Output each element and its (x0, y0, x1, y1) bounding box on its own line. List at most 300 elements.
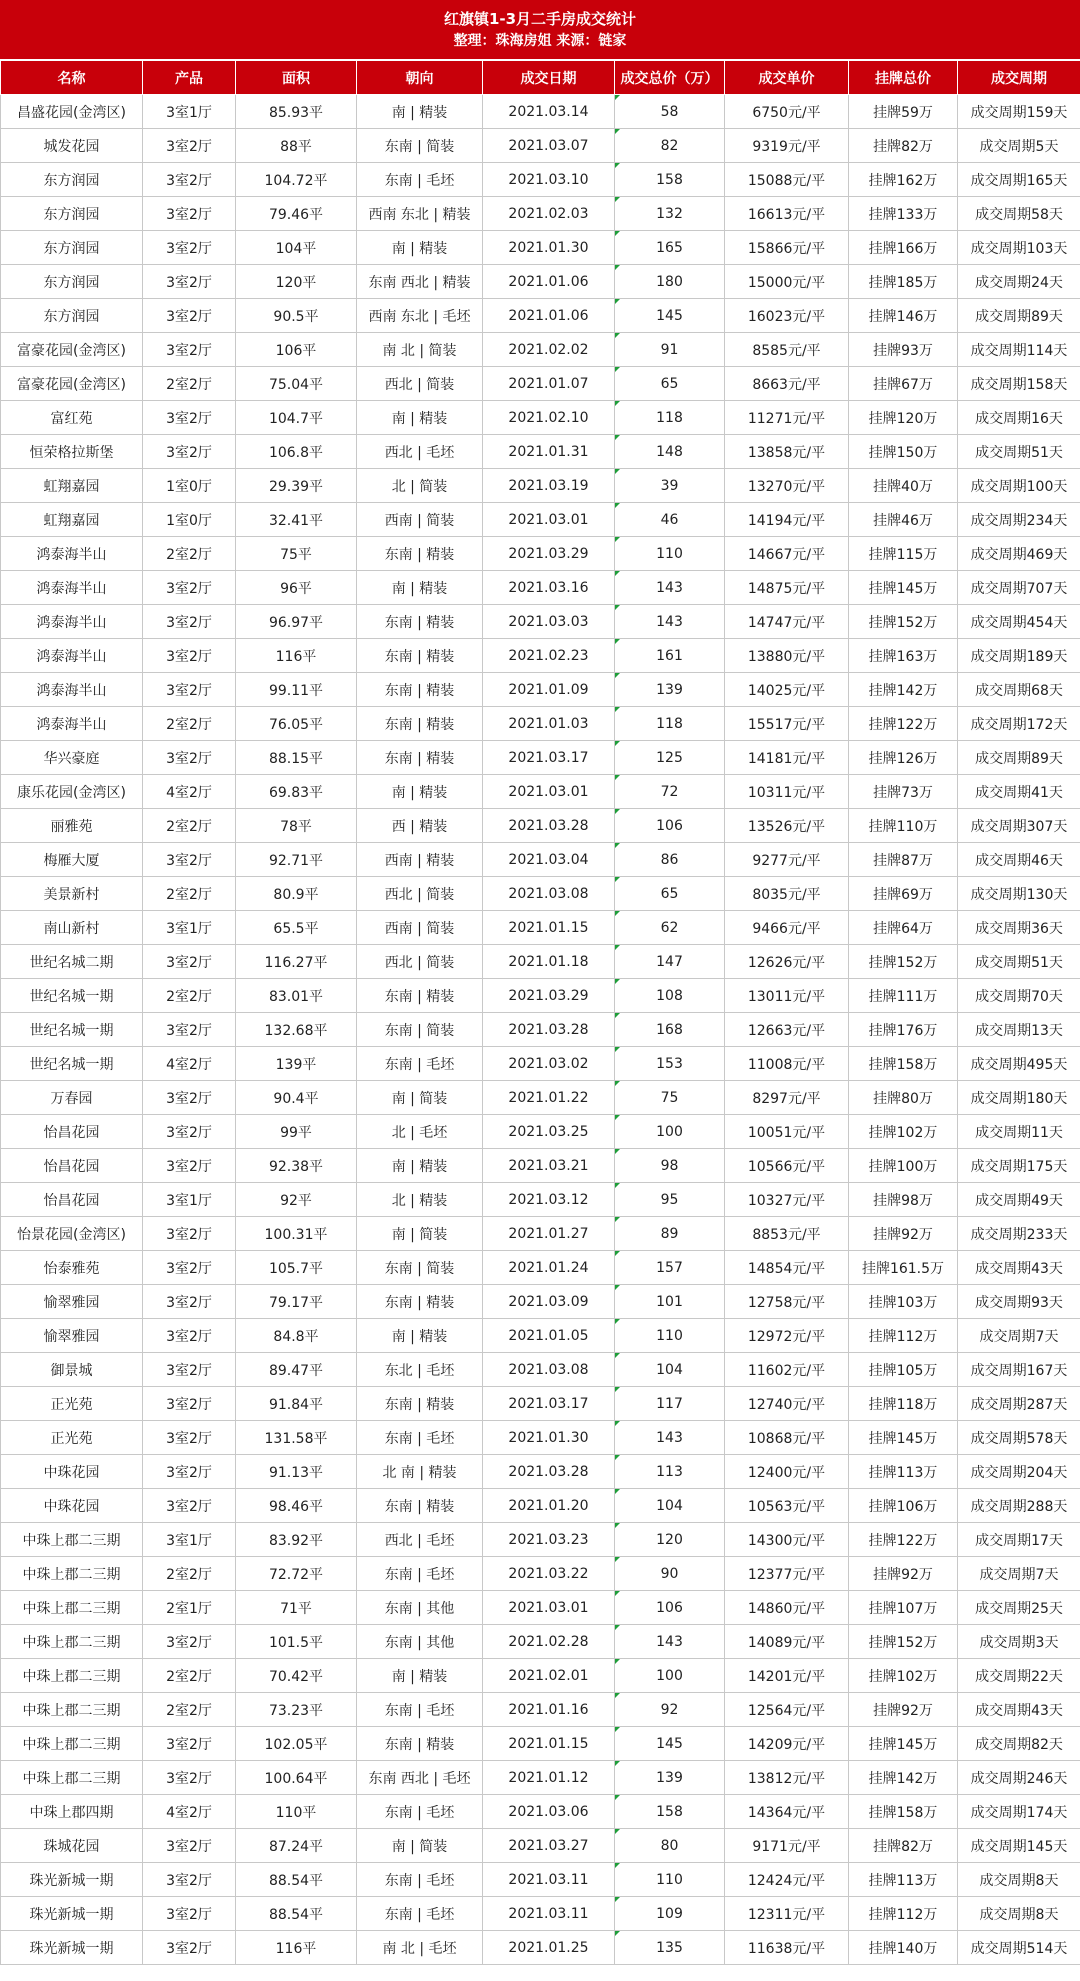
table-row (1, 401, 1080, 435)
cell-date: 2021.03.14 (483, 95, 615, 129)
cell-product: 2室2厅 (143, 979, 236, 1013)
cell-total-price: 46 (615, 503, 725, 537)
cell-product: 2室2厅 (143, 1557, 236, 1591)
table-row (1, 1217, 1080, 1251)
cell-product: 3室2厅 (143, 673, 236, 707)
cell-name: 珠光新城一期 (1, 1863, 143, 1897)
table-row (1, 1659, 1080, 1693)
cell-area: 106平 (236, 333, 357, 367)
table-row (1, 1829, 1080, 1863)
cell-product: 3室2厅 (143, 163, 236, 197)
cell-unit-price: 10311元/平 (725, 775, 849, 809)
cell-product: 3室2厅 (143, 1081, 236, 1115)
cell-cycle: 成交周期165天 (958, 163, 1080, 197)
header-date: 成交日期 (483, 61, 615, 95)
cell-name: 正光苑 (1, 1421, 143, 1455)
cell-name: 怡昌花园 (1, 1115, 143, 1149)
cell-area: 132.68平 (236, 1013, 357, 1047)
cell-orientation: 北 | 毛坯 (357, 1115, 483, 1149)
table-row (1, 1149, 1080, 1183)
cell-listing-price: 挂牌113万 (849, 1455, 958, 1489)
cell-orientation: 南 | 精装 (357, 775, 483, 809)
cell-total-price: 82 (615, 129, 725, 163)
cell-total-price: 153 (615, 1047, 725, 1081)
cell-date: 2021.01.27 (483, 1217, 615, 1251)
cell-cycle: 成交周期89天 (958, 299, 1080, 333)
cell-date: 2021.03.16 (483, 571, 615, 605)
cell-date: 2021.01.03 (483, 707, 615, 741)
table-row (1, 197, 1080, 231)
cell-date: 2021.01.31 (483, 435, 615, 469)
table-row (1, 1285, 1080, 1319)
cell-cycle: 成交周期180天 (958, 1081, 1080, 1115)
cell-total-price: 165 (615, 231, 725, 265)
cell-total-price: 117 (615, 1387, 725, 1421)
cell-product: 3室2厅 (143, 843, 236, 877)
cell-unit-price: 12377元/平 (725, 1557, 849, 1591)
cell-name: 东方润园 (1, 265, 143, 299)
cell-product: 3室2厅 (143, 231, 236, 265)
cell-total-price: 158 (615, 1795, 725, 1829)
cell-product: 2室2厅 (143, 537, 236, 571)
cell-cycle: 成交周期7天 (958, 1319, 1080, 1353)
cell-cycle: 成交周期24天 (958, 265, 1080, 299)
cell-total-price: 58 (615, 95, 725, 129)
cell-unit-price: 10868元/平 (725, 1421, 849, 1455)
cell-listing-price: 挂牌122万 (849, 1523, 958, 1557)
cell-name: 美景新村 (1, 877, 143, 911)
cell-product: 2室2厅 (143, 809, 236, 843)
cell-area: 90.4平 (236, 1081, 357, 1115)
cell-total-price: 168 (615, 1013, 725, 1047)
cell-cycle: 成交周期307天 (958, 809, 1080, 843)
cell-date: 2021.03.19 (483, 469, 615, 503)
cell-date: 2021.01.22 (483, 1081, 615, 1115)
cell-unit-price: 10327元/平 (725, 1183, 849, 1217)
cell-total-price: 98 (615, 1149, 725, 1183)
cell-listing-price: 挂牌142万 (849, 673, 958, 707)
cell-area: 87.24平 (236, 1829, 357, 1863)
cell-listing-price: 挂牌92万 (849, 1557, 958, 1591)
cell-date: 2021.01.15 (483, 1727, 615, 1761)
cell-orientation: 南 | 简装 (357, 1829, 483, 1863)
cell-cycle: 成交周期43天 (958, 1251, 1080, 1285)
cell-orientation: 南 | 简装 (357, 1217, 483, 1251)
cell-orientation: 西北 | 简装 (357, 367, 483, 401)
cell-unit-price: 12400元/平 (725, 1455, 849, 1489)
cell-date: 2021.01.06 (483, 265, 615, 299)
table-row (1, 469, 1080, 503)
cell-cycle: 成交周期3天 (958, 1625, 1080, 1659)
cell-unit-price: 14875元/平 (725, 571, 849, 605)
cell-cycle: 成交周期17天 (958, 1523, 1080, 1557)
cell-orientation: 西南 | 简装 (357, 503, 483, 537)
cell-orientation: 东南 | 精装 (357, 1387, 483, 1421)
cell-area: 102.05平 (236, 1727, 357, 1761)
cell-total-price: 110 (615, 1319, 725, 1353)
cell-date: 2021.03.11 (483, 1863, 615, 1897)
cell-area: 92平 (236, 1183, 357, 1217)
cell-product: 3室2厅 (143, 1319, 236, 1353)
cell-listing-price: 挂牌100万 (849, 1149, 958, 1183)
cell-area: 75.04平 (236, 367, 357, 401)
cell-orientation: 西南 东北 | 精装 (357, 197, 483, 231)
cell-name: 御景城 (1, 1353, 143, 1387)
table-row (1, 1115, 1080, 1149)
table-row (1, 877, 1080, 911)
table-row (1, 299, 1080, 333)
cell-date: 2021.01.05 (483, 1319, 615, 1353)
cell-name: 富红苑 (1, 401, 143, 435)
cell-orientation: 东南 | 毛坯 (357, 1421, 483, 1455)
cell-cycle: 成交周期167天 (958, 1353, 1080, 1387)
cell-name: 东方润园 (1, 163, 143, 197)
table-row (1, 707, 1080, 741)
cell-date: 2021.03.04 (483, 843, 615, 877)
cell-listing-price: 挂牌152万 (849, 605, 958, 639)
cell-cycle: 成交周期7天 (958, 1557, 1080, 1591)
cell-total-price: 109 (615, 1897, 725, 1931)
cell-product: 2室2厅 (143, 367, 236, 401)
cell-date: 2021.03.25 (483, 1115, 615, 1149)
cell-name: 正光苑 (1, 1387, 143, 1421)
cell-product: 2室2厅 (143, 1693, 236, 1727)
cell-cycle: 成交周期36天 (958, 911, 1080, 945)
cell-orientation: 南 | 精装 (357, 1659, 483, 1693)
cell-name: 怡昌花园 (1, 1149, 143, 1183)
cell-cycle: 成交周期11天 (958, 1115, 1080, 1149)
cell-name: 昌盛花园(金湾区) (1, 95, 143, 129)
cell-orientation: 东南 西北 | 毛坯 (357, 1761, 483, 1795)
cell-listing-price: 挂牌106万 (849, 1489, 958, 1523)
cell-listing-price: 挂牌120万 (849, 401, 958, 435)
cell-product: 3室2厅 (143, 401, 236, 435)
cell-cycle: 成交周期68天 (958, 673, 1080, 707)
cell-orientation: 东南 | 精装 (357, 979, 483, 1013)
cell-name: 中珠上郡二三期 (1, 1557, 143, 1591)
cell-total-price: 39 (615, 469, 725, 503)
cell-listing-price: 挂牌92万 (849, 1217, 958, 1251)
header-name: 名称 (1, 61, 143, 95)
cell-listing-price: 挂牌133万 (849, 197, 958, 231)
cell-cycle: 成交周期103天 (958, 231, 1080, 265)
cell-date: 2021.01.15 (483, 911, 615, 945)
cell-listing-price: 挂牌67万 (849, 367, 958, 401)
cell-unit-price: 14854元/平 (725, 1251, 849, 1285)
cell-orientation: 西北 | 简装 (357, 945, 483, 979)
table-row (1, 537, 1080, 571)
cell-total-price: 110 (615, 1863, 725, 1897)
cell-area: 104.7平 (236, 401, 357, 435)
cell-unit-price: 14209元/平 (725, 1727, 849, 1761)
cell-date: 2021.03.03 (483, 605, 615, 639)
table-row (1, 231, 1080, 265)
cell-area: 75平 (236, 537, 357, 571)
header-listing-price: 挂牌总价 (849, 61, 958, 95)
cell-cycle: 成交周期22天 (958, 1659, 1080, 1693)
cell-cycle: 成交周期234天 (958, 503, 1080, 537)
cell-date: 2021.03.28 (483, 1013, 615, 1047)
table-row (1, 503, 1080, 537)
cell-total-price: 132 (615, 197, 725, 231)
cell-orientation: 西南 | 精装 (357, 843, 483, 877)
cell-unit-price: 10563元/平 (725, 1489, 849, 1523)
table-body (1, 95, 1080, 1965)
table-row (1, 1013, 1080, 1047)
cell-product: 3室2厅 (143, 1829, 236, 1863)
cell-name: 华兴豪庭 (1, 741, 143, 775)
cell-date: 2021.03.07 (483, 129, 615, 163)
cell-total-price: 80 (615, 1829, 725, 1863)
cell-unit-price: 13011元/平 (725, 979, 849, 1013)
cell-listing-price: 挂牌112万 (849, 1897, 958, 1931)
cell-listing-price: 挂牌80万 (849, 1081, 958, 1115)
cell-cycle: 成交周期287天 (958, 1387, 1080, 1421)
cell-product: 3室2厅 (143, 639, 236, 673)
cell-area: 89.47平 (236, 1353, 357, 1387)
cell-listing-price: 挂牌146万 (849, 299, 958, 333)
cell-total-price: 62 (615, 911, 725, 945)
cell-product: 3室2厅 (143, 197, 236, 231)
cell-date: 2021.01.16 (483, 1693, 615, 1727)
cell-listing-price: 挂牌98万 (849, 1183, 958, 1217)
cell-total-price: 118 (615, 401, 725, 435)
cell-area: 116平 (236, 1931, 357, 1965)
cell-unit-price: 8585元/平 (725, 333, 849, 367)
cell-area: 78平 (236, 809, 357, 843)
cell-product: 2室1厅 (143, 1591, 236, 1625)
cell-listing-price: 挂牌105万 (849, 1353, 958, 1387)
cell-date: 2021.01.12 (483, 1761, 615, 1795)
table-row (1, 1353, 1080, 1387)
cell-listing-price: 挂牌82万 (849, 1829, 958, 1863)
cell-orientation: 东南 | 精装 (357, 741, 483, 775)
cell-orientation: 东南 | 毛坯 (357, 1047, 483, 1081)
cell-total-price: 161 (615, 639, 725, 673)
cell-date: 2021.03.28 (483, 1455, 615, 1489)
cell-name: 世纪名城一期 (1, 1013, 143, 1047)
cell-date: 2021.01.20 (483, 1489, 615, 1523)
cell-listing-price: 挂牌145万 (849, 1727, 958, 1761)
table-row (1, 775, 1080, 809)
cell-date: 2021.02.03 (483, 197, 615, 231)
header-area: 面积 (236, 61, 357, 95)
cell-unit-price: 15000元/平 (725, 265, 849, 299)
cell-unit-price: 15088元/平 (725, 163, 849, 197)
cell-unit-price: 16023元/平 (725, 299, 849, 333)
cell-cycle: 成交周期204天 (958, 1455, 1080, 1489)
cell-unit-price: 9277元/平 (725, 843, 849, 877)
cell-name: 鸿泰海半山 (1, 673, 143, 707)
cell-area: 84.8平 (236, 1319, 357, 1353)
cell-name: 愉翠雅园 (1, 1319, 143, 1353)
cell-product: 3室2厅 (143, 435, 236, 469)
cell-product: 4室2厅 (143, 775, 236, 809)
cell-orientation: 东南 | 毛坯 (357, 163, 483, 197)
cell-orientation: 北 | 简装 (357, 469, 483, 503)
cell-area: 65.5平 (236, 911, 357, 945)
cell-listing-price: 挂牌87万 (849, 843, 958, 877)
cell-listing-price: 挂牌113万 (849, 1863, 958, 1897)
cell-total-price: 104 (615, 1353, 725, 1387)
cell-product: 2室2厅 (143, 877, 236, 911)
cell-date: 2021.03.23 (483, 1523, 615, 1557)
cell-unit-price: 10051元/平 (725, 1115, 849, 1149)
cell-name: 中珠上郡二三期 (1, 1659, 143, 1693)
cell-unit-price: 8297元/平 (725, 1081, 849, 1115)
cell-cycle: 成交周期93天 (958, 1285, 1080, 1319)
cell-unit-price: 14201元/平 (725, 1659, 849, 1693)
table-row (1, 1319, 1080, 1353)
cell-cycle: 成交周期288天 (958, 1489, 1080, 1523)
table-row (1, 911, 1080, 945)
cell-name: 鸿泰海半山 (1, 537, 143, 571)
cell-cycle: 成交周期495天 (958, 1047, 1080, 1081)
table-row (1, 1081, 1080, 1115)
cell-unit-price: 14860元/平 (725, 1591, 849, 1625)
cell-orientation: 西北 | 简装 (357, 877, 483, 911)
cell-name: 中珠花园 (1, 1489, 143, 1523)
header-cycle: 成交周期 (958, 61, 1080, 95)
cell-orientation: 东南 | 精装 (357, 605, 483, 639)
cell-product: 4室2厅 (143, 1795, 236, 1829)
cell-area: 79.46平 (236, 197, 357, 231)
cell-area: 104.72平 (236, 163, 357, 197)
cell-unit-price: 14747元/平 (725, 605, 849, 639)
cell-listing-price: 挂牌118万 (849, 1387, 958, 1421)
cell-area: 120平 (236, 265, 357, 299)
cell-cycle: 成交周期49天 (958, 1183, 1080, 1217)
cell-area: 91.84平 (236, 1387, 357, 1421)
cell-orientation: 南 | 精装 (357, 571, 483, 605)
cell-cycle: 成交周期70天 (958, 979, 1080, 1013)
cell-area: 116.27平 (236, 945, 357, 979)
cell-listing-price: 挂牌150万 (849, 435, 958, 469)
cell-unit-price: 12311元/平 (725, 1897, 849, 1931)
cell-name: 珠光新城一期 (1, 1897, 143, 1931)
table-row (1, 1489, 1080, 1523)
cell-total-price: 120 (615, 1523, 725, 1557)
cell-unit-price: 8663元/平 (725, 367, 849, 401)
cell-unit-price: 11602元/平 (725, 1353, 849, 1387)
cell-name: 怡昌花园 (1, 1183, 143, 1217)
cell-cycle: 成交周期8天 (958, 1897, 1080, 1931)
cell-orientation: 东南 | 精装 (357, 1285, 483, 1319)
cell-product: 3室2厅 (143, 1217, 236, 1251)
cell-area: 85.93平 (236, 95, 357, 129)
cell-total-price: 143 (615, 605, 725, 639)
cell-listing-price: 挂牌107万 (849, 1591, 958, 1625)
cell-date: 2021.03.29 (483, 979, 615, 1013)
cell-product: 3室1厅 (143, 95, 236, 129)
cell-cycle: 成交周期51天 (958, 945, 1080, 979)
cell-date: 2021.03.09 (483, 1285, 615, 1319)
cell-name: 世纪名城一期 (1, 979, 143, 1013)
cell-area: 104平 (236, 231, 357, 265)
cell-unit-price: 12626元/平 (725, 945, 849, 979)
cell-name: 康乐花园(金湾区) (1, 775, 143, 809)
cell-date: 2021.01.30 (483, 231, 615, 265)
cell-total-price: 101 (615, 1285, 725, 1319)
header-unit-price: 成交单价 (725, 61, 849, 95)
page-title: 红旗镇1-3月二手房成交统计 (443, 10, 637, 28)
cell-name: 鸿泰海半山 (1, 571, 143, 605)
cell-date: 2021.01.24 (483, 1251, 615, 1285)
cell-product: 3室2厅 (143, 1149, 236, 1183)
table-row (1, 95, 1080, 129)
cell-unit-price: 8035元/平 (725, 877, 849, 911)
cell-orientation: 南 | 精装 (357, 1319, 483, 1353)
cell-product: 3室2厅 (143, 1387, 236, 1421)
cell-unit-price: 14194元/平 (725, 503, 849, 537)
cell-name: 中珠上郡二三期 (1, 1761, 143, 1795)
title-block (0, 0, 1080, 60)
table-row (1, 1693, 1080, 1727)
cell-total-price: 158 (615, 163, 725, 197)
cell-unit-price: 9466元/平 (725, 911, 849, 945)
cell-unit-price: 12424元/平 (725, 1863, 849, 1897)
cell-listing-price: 挂牌40万 (849, 469, 958, 503)
cell-orientation: 东南 | 精装 (357, 537, 483, 571)
cell-cycle: 成交周期16天 (958, 401, 1080, 435)
cell-cycle: 成交周期175天 (958, 1149, 1080, 1183)
cell-orientation: 东南 | 精装 (357, 1727, 483, 1761)
cell-orientation: 东南 | 简装 (357, 1013, 483, 1047)
cell-name: 世纪名城二期 (1, 945, 143, 979)
cell-unit-price: 8853元/平 (725, 1217, 849, 1251)
cell-listing-price: 挂牌112万 (849, 1319, 958, 1353)
cell-cycle: 成交周期8天 (958, 1863, 1080, 1897)
cell-area: 72.72平 (236, 1557, 357, 1591)
cell-orientation: 东南 | 其他 (357, 1625, 483, 1659)
cell-total-price: 100 (615, 1115, 725, 1149)
cell-name: 中珠花园 (1, 1455, 143, 1489)
cell-listing-price: 挂牌102万 (849, 1115, 958, 1149)
cell-product: 3室2厅 (143, 1863, 236, 1897)
cell-date: 2021.03.28 (483, 809, 615, 843)
cell-area: 105.7平 (236, 1251, 357, 1285)
cell-date: 2021.01.25 (483, 1931, 615, 1965)
header-total-price: 成交总价（万） (615, 61, 725, 95)
cell-unit-price: 14181元/平 (725, 741, 849, 775)
header-product: 产品 (143, 61, 236, 95)
cell-area: 100.31平 (236, 1217, 357, 1251)
cell-listing-price: 挂牌102万 (849, 1659, 958, 1693)
table-row (1, 639, 1080, 673)
cell-date: 2021.02.23 (483, 639, 615, 673)
table-row (1, 1421, 1080, 1455)
cell-unit-price: 14300元/平 (725, 1523, 849, 1557)
cell-product: 3室2厅 (143, 333, 236, 367)
cell-cycle: 成交周期5天 (958, 129, 1080, 163)
cell-area: 90.5平 (236, 299, 357, 333)
cell-date: 2021.03.08 (483, 1353, 615, 1387)
cell-name: 鸿泰海半山 (1, 707, 143, 741)
cell-cycle: 成交周期159天 (958, 95, 1080, 129)
cell-area: 106.8平 (236, 435, 357, 469)
cell-area: 88.54平 (236, 1863, 357, 1897)
table-row (1, 1387, 1080, 1421)
cell-date: 2021.01.30 (483, 1421, 615, 1455)
cell-total-price: 118 (615, 707, 725, 741)
cell-orientation: 西南 | 简装 (357, 911, 483, 945)
cell-total-price: 157 (615, 1251, 725, 1285)
cell-unit-price: 13270元/平 (725, 469, 849, 503)
cell-orientation: 东北 | 毛坯 (357, 1353, 483, 1387)
cell-unit-price: 9319元/平 (725, 129, 849, 163)
cell-orientation: 东南 | 精装 (357, 673, 483, 707)
table-row (1, 1557, 1080, 1591)
